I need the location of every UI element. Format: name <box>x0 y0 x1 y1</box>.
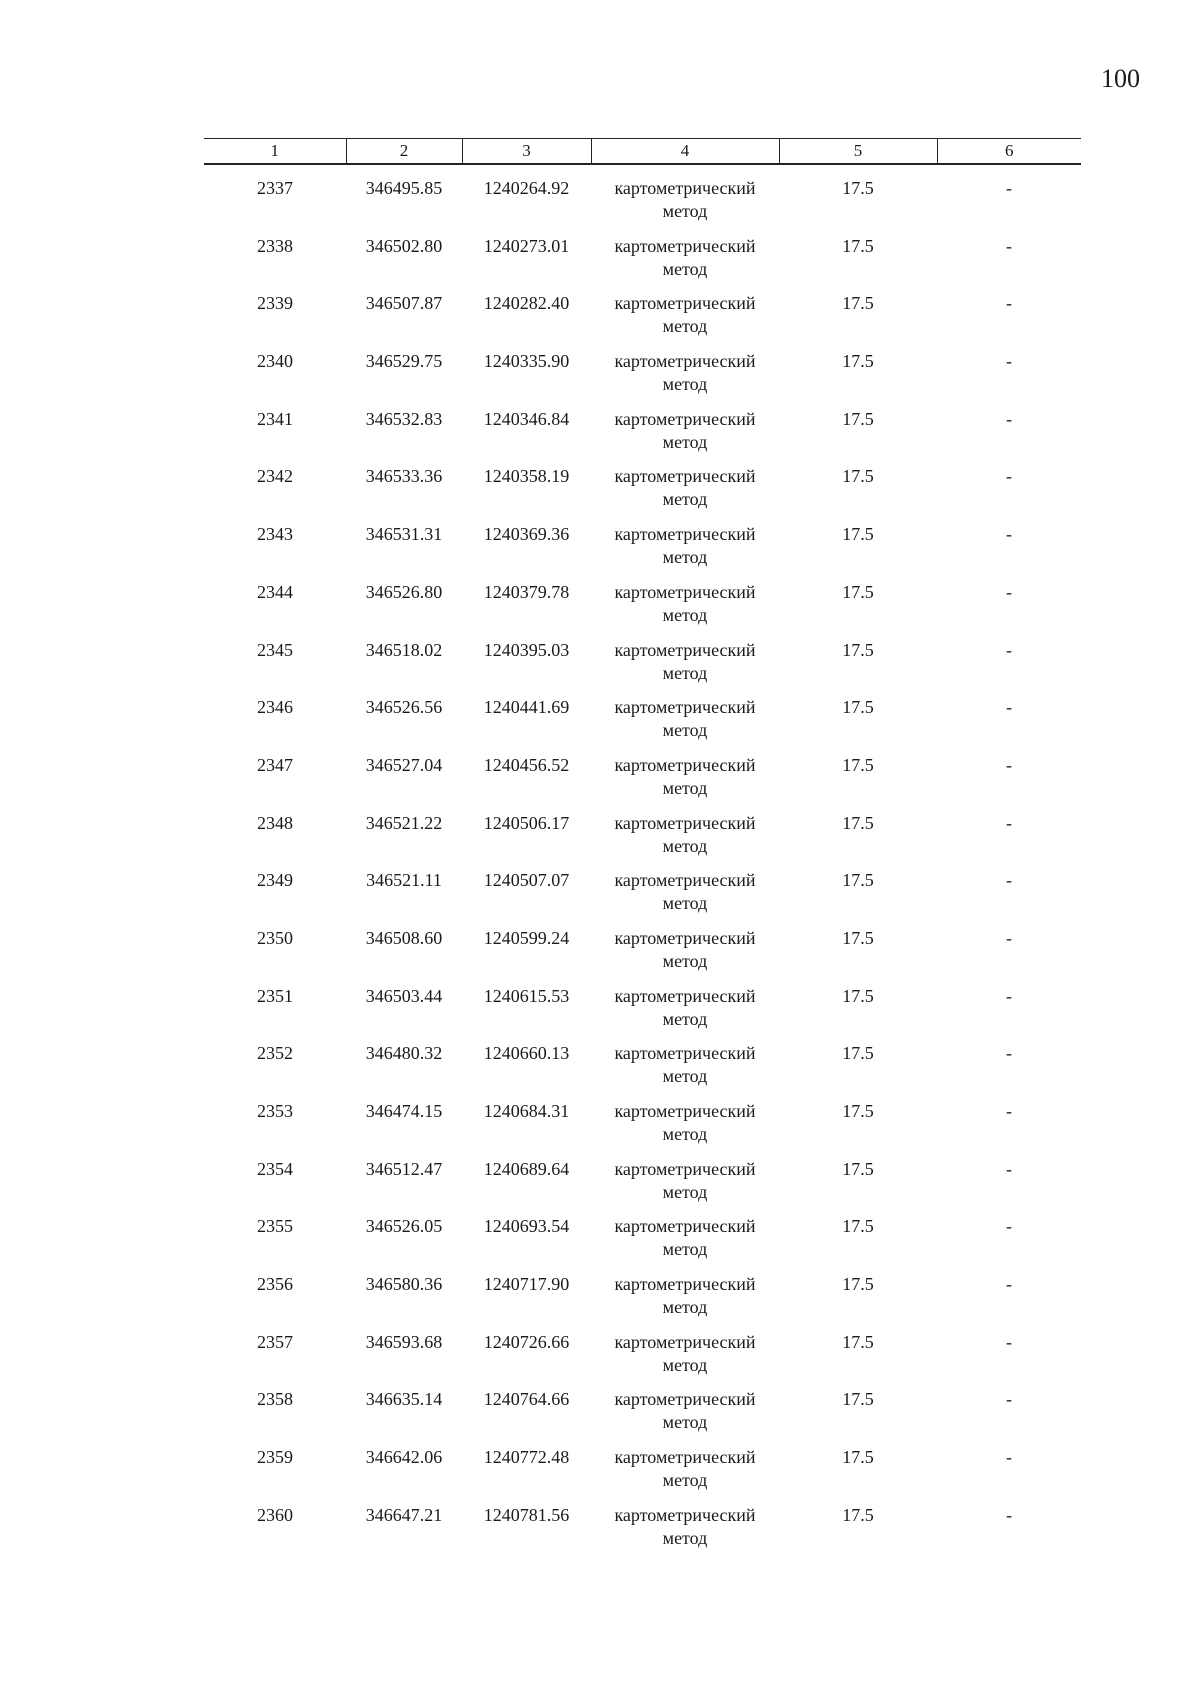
y-coordinate-cell: 1240335.90 <box>483 351 570 372</box>
table-row <box>204 523 1081 581</box>
method-line-2: метод <box>662 720 708 741</box>
page-number: 100 <box>1101 64 1140 93</box>
note-cell: - <box>1006 927 1012 948</box>
method-line-1: картометрический <box>614 1274 756 1295</box>
method-line-2: метод <box>662 1470 708 1491</box>
column-header-1: 1 <box>204 139 346 165</box>
method-line-2: метод <box>662 1181 708 1202</box>
header-row <box>204 139 1081 165</box>
table-row <box>204 927 1081 985</box>
method-line-2: метод <box>662 1008 708 1029</box>
method-line-1: картометрический <box>614 812 756 833</box>
table-header <box>204 139 1081 165</box>
table-row <box>204 1215 1081 1273</box>
x-coordinate-cell: 346647.21 <box>365 1504 443 1525</box>
point-number-cell: 2345 <box>257 639 293 660</box>
y-coordinate-cell: 1240660.13 <box>483 1043 570 1064</box>
method-line-2: метод <box>662 489 708 510</box>
method-line-1: картометрический <box>614 466 756 487</box>
y-coordinate-cell: 1240346.84 <box>483 408 570 429</box>
point-number-cell: 2360 <box>257 1504 293 1525</box>
method-line-2: метод <box>662 835 708 856</box>
y-coordinate-cell: 1240772.48 <box>483 1447 570 1468</box>
note-cell: - <box>1006 1216 1012 1237</box>
column-header-3: 3 <box>462 139 591 165</box>
method-line-1: картометрический <box>614 1389 756 1410</box>
method-cell <box>591 639 779 697</box>
method-line-1: картометрический <box>614 1447 756 1468</box>
y-coordinate-cell: 1240615.53 <box>483 985 570 1006</box>
note-cell: - <box>1006 754 1012 775</box>
table-row <box>204 1158 1081 1216</box>
accuracy-cell: 17.5 <box>842 1043 874 1064</box>
x-coordinate-cell: 346526.80 <box>365 581 443 602</box>
table-row <box>204 1100 1081 1158</box>
x-coordinate-cell: 346507.87 <box>365 293 443 314</box>
x-coordinate-cell: 346526.56 <box>365 697 443 718</box>
table-row <box>204 408 1081 466</box>
method-line-1: картометрический <box>614 1331 756 1352</box>
point-number-cell: 2340 <box>257 351 293 372</box>
y-coordinate-cell: 1240282.40 <box>483 293 570 314</box>
table-row <box>204 812 1081 870</box>
y-coordinate-cell: 1240693.54 <box>483 1216 570 1237</box>
y-coordinate-cell: 1240764.66 <box>483 1389 570 1410</box>
method-cell <box>591 1273 779 1331</box>
note-cell: - <box>1006 1504 1012 1525</box>
method-cell <box>591 927 779 985</box>
accuracy-cell: 17.5 <box>842 1274 874 1295</box>
note-cell: - <box>1006 351 1012 372</box>
table-row <box>204 235 1081 293</box>
method-line-1: картометрический <box>614 293 756 314</box>
accuracy-cell: 17.5 <box>842 812 874 833</box>
method-line-1: картометрический <box>614 927 756 948</box>
accuracy-cell: 17.5 <box>842 639 874 660</box>
x-coordinate-cell: 346518.02 <box>365 639 443 660</box>
y-coordinate-cell: 1240379.78 <box>483 581 570 602</box>
method-line-2: метод <box>662 374 708 395</box>
method-cell <box>591 1504 779 1562</box>
point-number-cell: 2341 <box>257 408 293 429</box>
method-line-2: метод <box>662 258 708 279</box>
x-coordinate-cell: 346532.83 <box>365 408 443 429</box>
method-line-2: метод <box>662 547 708 568</box>
point-number-cell: 2342 <box>257 466 293 487</box>
note-cell: - <box>1006 235 1012 256</box>
accuracy-cell: 17.5 <box>842 581 874 602</box>
method-cell <box>591 1331 779 1389</box>
method-line-2: метод <box>662 1412 708 1433</box>
method-line-1: картометрический <box>614 235 756 256</box>
y-coordinate-cell: 1240506.17 <box>483 812 570 833</box>
method-line-1: картометрический <box>614 1504 756 1525</box>
y-coordinate-cell: 1240395.03 <box>483 639 570 660</box>
table-row <box>204 1331 1081 1389</box>
y-coordinate-cell: 1240456.52 <box>483 754 570 775</box>
accuracy-cell: 17.5 <box>842 1216 874 1237</box>
note-cell: - <box>1006 1447 1012 1468</box>
method-line-2: метод <box>662 604 708 625</box>
method-cell <box>591 581 779 639</box>
x-coordinate-cell: 346642.06 <box>365 1447 443 1468</box>
accuracy-cell: 17.5 <box>842 1504 874 1525</box>
y-coordinate-cell: 1240599.24 <box>483 927 570 948</box>
x-coordinate-cell: 346503.44 <box>365 985 443 1006</box>
note-cell: - <box>1006 1274 1012 1295</box>
note-cell: - <box>1006 870 1012 891</box>
point-number-cell: 2346 <box>257 697 293 718</box>
table-row <box>204 754 1081 812</box>
method-line-1: картометрический <box>614 870 756 891</box>
accuracy-cell: 17.5 <box>842 178 874 198</box>
note-cell: - <box>1006 812 1012 833</box>
method-cell <box>591 164 779 235</box>
method-line-1: картометрический <box>614 1216 756 1237</box>
point-number-cell: 2339 <box>257 293 293 314</box>
table-row <box>204 1042 1081 1100</box>
note-cell: - <box>1006 524 1012 545</box>
point-number-cell: 2347 <box>257 754 293 775</box>
point-number-cell: 2348 <box>257 812 293 833</box>
accuracy-cell: 17.5 <box>842 1158 874 1179</box>
point-number-cell: 2355 <box>257 1216 293 1237</box>
table-row <box>204 696 1081 754</box>
note-cell: - <box>1006 293 1012 314</box>
table-row <box>204 985 1081 1043</box>
x-coordinate-cell: 346495.85 <box>365 178 443 198</box>
accuracy-cell: 17.5 <box>842 293 874 314</box>
method-cell <box>591 1042 779 1100</box>
x-coordinate-cell: 346508.60 <box>365 927 443 948</box>
x-coordinate-cell: 346474.15 <box>365 1101 443 1121</box>
point-number-cell: 2351 <box>257 985 293 1006</box>
table-body <box>204 164 1081 1562</box>
method-cell <box>591 408 779 466</box>
note-cell: - <box>1006 178 1012 198</box>
method-line-2: метод <box>662 1354 708 1375</box>
y-coordinate-cell: 1240689.64 <box>483 1158 570 1179</box>
method-cell <box>591 1158 779 1216</box>
note-cell: - <box>1006 1389 1012 1410</box>
y-coordinate-cell: 1240369.36 <box>483 524 570 545</box>
accuracy-cell: 17.5 <box>842 697 874 718</box>
x-coordinate-cell: 346512.47 <box>365 1158 443 1179</box>
table-row <box>204 1446 1081 1504</box>
point-number-cell: 2343 <box>257 524 293 545</box>
method-cell <box>591 465 779 523</box>
column-header-6: 6 <box>937 139 1081 165</box>
method-line-1: картометрический <box>614 985 756 1006</box>
note-cell: - <box>1006 408 1012 429</box>
x-coordinate-cell: 346521.22 <box>365 812 443 833</box>
point-number-cell: 2357 <box>257 1331 293 1352</box>
method-cell <box>591 812 779 870</box>
x-coordinate-cell: 346529.75 <box>365 351 443 372</box>
table-row <box>204 639 1081 697</box>
y-coordinate-cell: 1240441.69 <box>483 697 570 718</box>
method-cell <box>591 1215 779 1273</box>
method-line-1: картометрический <box>614 697 756 718</box>
x-coordinate-cell: 346580.36 <box>365 1274 443 1295</box>
method-cell <box>591 292 779 350</box>
point-number-cell: 2359 <box>257 1447 293 1468</box>
x-coordinate-cell: 346527.04 <box>365 754 443 775</box>
method-line-1: картометрический <box>614 351 756 372</box>
column-header-2: 2 <box>346 139 462 165</box>
method-cell <box>591 1100 779 1158</box>
point-number-cell: 2350 <box>257 927 293 948</box>
x-coordinate-cell: 346526.05 <box>365 1216 443 1237</box>
method-line-1: картометрический <box>614 1101 756 1121</box>
note-cell: - <box>1006 697 1012 718</box>
note-cell: - <box>1006 639 1012 660</box>
method-line-2: метод <box>662 201 708 221</box>
method-line-1: картометрический <box>614 581 756 602</box>
method-line-2: метод <box>662 1066 708 1087</box>
method-line-1: картометрический <box>614 754 756 775</box>
y-coordinate-cell: 1240358.19 <box>483 466 570 487</box>
x-coordinate-cell: 346480.32 <box>365 1043 443 1064</box>
point-number-cell: 2344 <box>257 581 293 602</box>
method-cell <box>591 1446 779 1504</box>
method-line-2: метод <box>662 431 708 452</box>
point-number-cell: 2337 <box>257 178 293 198</box>
accuracy-cell: 17.5 <box>842 754 874 775</box>
column-header-4: 4 <box>591 139 779 165</box>
note-cell: - <box>1006 1158 1012 1179</box>
x-coordinate-cell: 346521.11 <box>366 870 442 891</box>
table-row <box>204 292 1081 350</box>
y-coordinate-cell: 1240264.92 <box>483 178 570 198</box>
table-row <box>204 1504 1081 1562</box>
accuracy-cell: 17.5 <box>842 466 874 487</box>
method-line-1: картометрический <box>614 1043 756 1064</box>
method-line-1: картометрический <box>614 524 756 545</box>
table-row <box>204 350 1081 408</box>
accuracy-cell: 17.5 <box>842 524 874 545</box>
note-cell: - <box>1006 1043 1012 1064</box>
method-line-1: картометрический <box>614 408 756 429</box>
method-cell <box>591 523 779 581</box>
accuracy-cell: 17.5 <box>842 1389 874 1410</box>
table-row <box>204 869 1081 927</box>
note-cell: - <box>1006 581 1012 602</box>
point-number-cell: 2352 <box>257 1043 293 1064</box>
y-coordinate-cell: 1240781.56 <box>483 1504 570 1525</box>
x-coordinate-cell: 346533.36 <box>365 466 443 487</box>
method-line-2: метод <box>662 893 708 914</box>
table-row <box>204 1388 1081 1446</box>
table-row <box>204 1273 1081 1331</box>
y-coordinate-cell: 1240507.07 <box>483 870 570 891</box>
method-cell <box>591 235 779 293</box>
method-line-2: метод <box>662 1297 708 1318</box>
x-coordinate-cell: 346531.31 <box>365 524 443 545</box>
coordinates-table <box>204 138 1081 1562</box>
method-cell <box>591 869 779 927</box>
point-number-cell: 2353 <box>257 1101 293 1121</box>
coordinates-table-container <box>204 138 1081 1562</box>
method-line-1: картометрический <box>614 1158 756 1179</box>
method-line-1: картометрический <box>614 639 756 660</box>
method-cell <box>591 1388 779 1446</box>
method-line-2: метод <box>662 1527 708 1548</box>
point-number-cell: 2358 <box>257 1389 293 1410</box>
accuracy-cell: 17.5 <box>842 985 874 1006</box>
accuracy-cell: 17.5 <box>842 408 874 429</box>
method-line-2: метод <box>662 1239 708 1260</box>
point-number-cell: 2338 <box>257 235 293 256</box>
method-cell <box>591 985 779 1043</box>
y-coordinate-cell: 1240273.01 <box>483 235 570 256</box>
accuracy-cell: 17.5 <box>842 1101 874 1121</box>
note-cell: - <box>1006 1101 1012 1121</box>
point-number-cell: 2356 <box>257 1274 293 1295</box>
accuracy-cell: 17.5 <box>842 1447 874 1468</box>
method-cell <box>591 350 779 408</box>
table-row <box>204 465 1081 523</box>
y-coordinate-cell: 1240726.66 <box>483 1331 570 1352</box>
method-cell <box>591 754 779 812</box>
method-line-2: метод <box>662 662 708 683</box>
method-cell <box>591 696 779 754</box>
point-number-cell: 2349 <box>257 870 293 891</box>
x-coordinate-cell: 346635.14 <box>365 1389 443 1410</box>
method-line-2: метод <box>662 950 708 971</box>
y-coordinate-cell: 1240684.31 <box>483 1101 570 1121</box>
accuracy-cell: 17.5 <box>842 870 874 891</box>
x-coordinate-cell: 346502.80 <box>365 235 443 256</box>
note-cell: - <box>1006 985 1012 1006</box>
point-number-cell: 2354 <box>257 1158 293 1179</box>
accuracy-cell: 17.5 <box>842 1331 874 1352</box>
accuracy-cell: 17.5 <box>842 351 874 372</box>
x-coordinate-cell: 346593.68 <box>365 1331 443 1352</box>
method-line-2: метод <box>662 1124 708 1144</box>
note-cell: - <box>1006 466 1012 487</box>
accuracy-cell: 17.5 <box>842 235 874 256</box>
method-line-1: картометрический <box>614 178 756 198</box>
method-line-2: метод <box>662 316 708 337</box>
table-row <box>204 581 1081 639</box>
table-row <box>204 164 1081 235</box>
column-header-5: 5 <box>779 139 937 165</box>
accuracy-cell: 17.5 <box>842 927 874 948</box>
y-coordinate-cell: 1240717.90 <box>483 1274 570 1295</box>
note-cell: - <box>1006 1331 1012 1352</box>
method-line-2: метод <box>662 777 708 798</box>
